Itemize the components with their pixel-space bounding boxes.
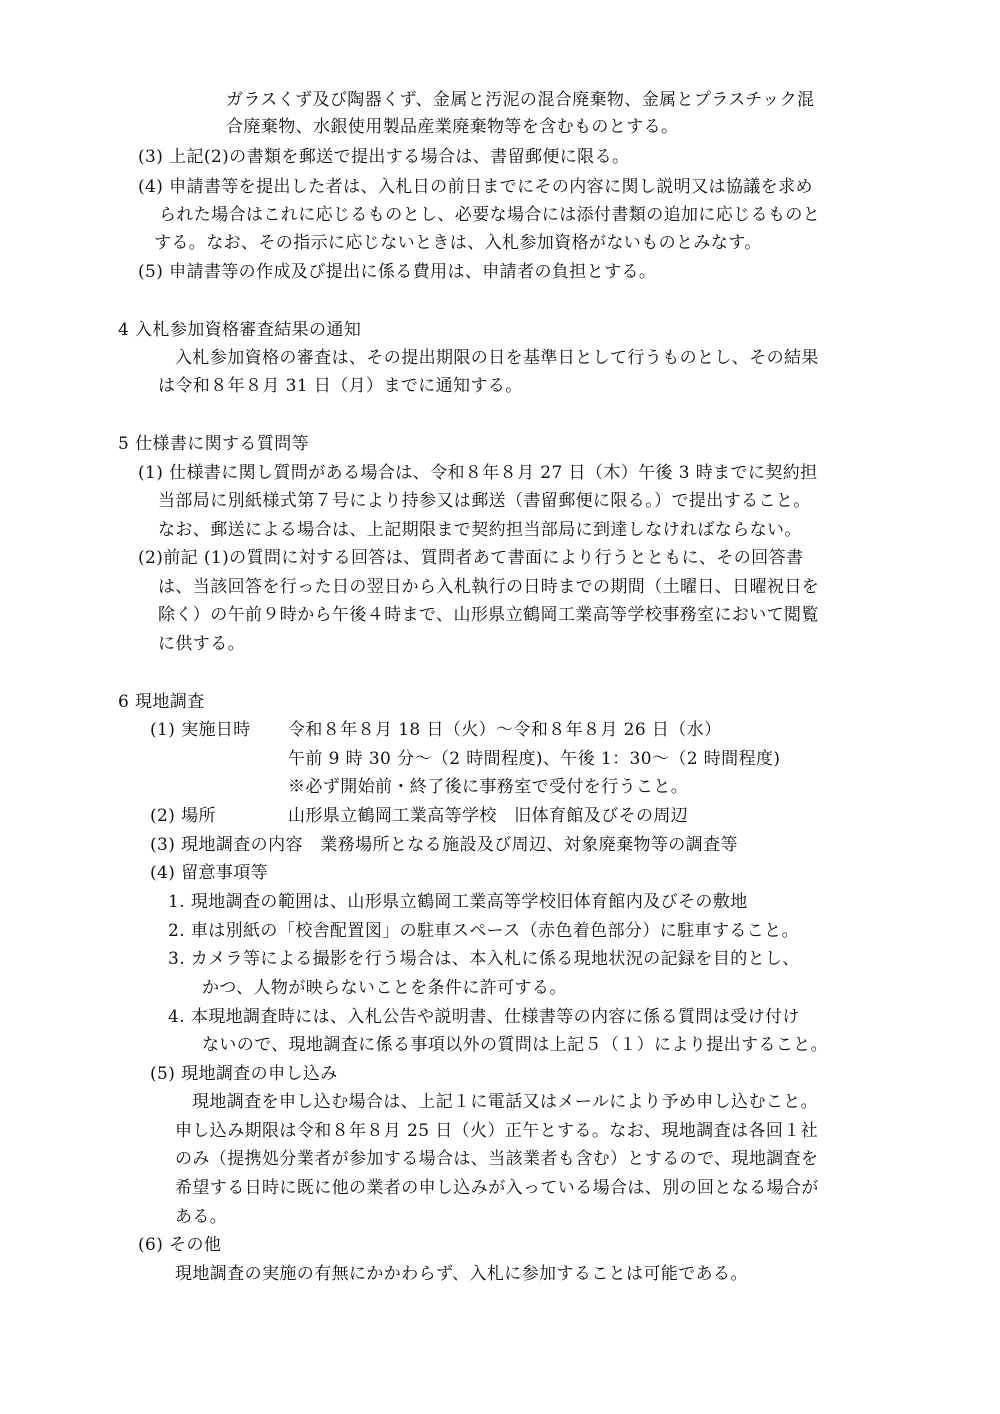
section-5-p1-line-2: 当部局に別紙様式第７号により持参又は郵送（書留郵便に限る。）で提出すること。 xyxy=(158,491,811,511)
section-5-p2-line-4: に供する。 xyxy=(158,634,245,654)
item-5: (5) 申請書等の作成及び提出に係る費用は、申請者の負担とする。 xyxy=(138,262,657,282)
note-2: 2. 車は別紙の「校舎配置図」の駐車スペース（赤色着色部分）に駐車すること。 xyxy=(168,921,799,941)
section-6-d5-line-2: 申し込み期限は令和８年８月 25 日（火）正午とする。なお、現地調査は各回１社 xyxy=(175,1121,819,1141)
note-3-line-1: 3. カメラ等による撮影を行う場合は、本入札に係る現地状況の記録を目的とし、 xyxy=(168,949,800,969)
section-5-p1-line-3: なお、郵送による場合は、上記期限まで契約担当部局に到達しなければならない。 xyxy=(158,520,802,540)
section-4-line-2: は令和８年８月 31 日（月）までに通知する。 xyxy=(158,376,523,396)
section-5-p2-line-1: (2)前記 (1)の質問に対する回答は、質問者あて書面により行うとともに、その回答書 xyxy=(138,548,804,568)
note-4-line-2: ないので、現地調査に係る事項以外の質問は上記５（１）により提出すること。 xyxy=(202,1035,829,1055)
section-5-p2-line-2: は、当該回答を行った日の翌日から入札執行の日時までの期間（土曜日、日曜祝日を xyxy=(158,577,820,597)
intro-line-2: 合廃棄物、水銀使用製品産業廃棄物等を含むものとする。 xyxy=(226,117,679,137)
section-5-p2-line-3: 除く）の午前９時から午後４時まで、山形県立鶴岡工業高等学校事務室において閲覧 xyxy=(158,605,819,625)
section-6-d4: (4) 留意事項等 xyxy=(150,863,269,883)
item-4-line-3: する。なお、その指示に応じないときは、入札参加資格がないものとみなす。 xyxy=(154,233,762,253)
section-6-heading: 6 現地調査 xyxy=(118,692,205,712)
note-3-line-2: かつ、人物が映らないことを条件に許可する。 xyxy=(202,978,567,998)
item-4-line-1: (4) 申請書等を提出した者は、入札日の前日までにその内容に関し説明又は協議を求め xyxy=(138,177,813,197)
section-5-p1-line-1: (1) 仕様書に関し質問がある場合は、令和８年８月 27 日（木）午後 3 時までに契約担 xyxy=(138,463,818,483)
section-4-line-1: 入札参加資格の審査は、その提出期限の日を基準日として行うものとし、その結果 xyxy=(175,348,819,368)
section-6-d1-line-3: ※必ず開始前・終了後に事務室で受付を行うこと。 xyxy=(288,777,689,797)
section-6-d2-label: (2) 場所 xyxy=(150,806,216,826)
note-4-line-1: 4. 本現地調査時には、入札公告や説明書、仕様書等の内容に係る質問は受け付け xyxy=(168,1007,800,1027)
section-6-d5-line-3: のみ（提携処分業者が参加する場合は、当該業者も含む）とするので、現地調査を xyxy=(175,1149,819,1169)
section-6-d6-line-1: 現地調査の実施の有無にかかわらず、入札に参加することは可能である。 xyxy=(175,1264,748,1284)
section-6-d6: (6) その他 xyxy=(138,1235,222,1255)
item-4-line-2: られた場合はこれに応じるものとし、必要な場合には添付書類の追加に応じるものと xyxy=(159,205,821,225)
section-6-d5-line-4: 希望する日時に既に他の業者の申し込みが入っている場合は、別の回となる場合が xyxy=(175,1178,819,1198)
section-6-d5-line-1: 現地調査を申し込む場合は、上記１に電話又はメールにより予め申し込むこと。 xyxy=(192,1092,819,1112)
section-6-d1-line-2: 午前 9 時 30 分～（2 時間程度)、午後 1：30～（2 時間程度) xyxy=(288,749,781,769)
section-6-d1-label: (1) 実施日時 xyxy=(150,720,251,740)
section-6-d5-line-5: ある。 xyxy=(175,1207,228,1227)
section-6-d3: (3) 現地調査の内容 業務場所となる施設及び周辺、対象廃棄物等の調査等 xyxy=(150,835,738,855)
section-5-heading: 5 仕様書に関する質問等 xyxy=(118,434,310,454)
section-6-d2-value: 山形県立鶴岡工業高等学校 旧体育館及びその周辺 xyxy=(288,806,689,826)
section-4-heading: 4 入札参加資格審査結果の通知 xyxy=(118,320,362,340)
section-6-d5: (5) 現地調査の申し込み xyxy=(150,1064,338,1084)
section-6-d1-line-1: 令和８年８月 18 日（火）～令和８年８月 26 日（水） xyxy=(288,720,722,740)
item-3: (3) 上記(2)の書類を郵送で提出する場合は、書留郵便に限る。 xyxy=(138,147,630,167)
note-1: 1. 現地調査の範囲は、山形県立鶴岡工業高等学校旧体育館内及びその敷地 xyxy=(168,892,748,912)
intro-line-1: ガラスくず及び陶器くず、金属と汚泥の混合廃棄物、金属とプラスチック混 xyxy=(226,90,815,110)
